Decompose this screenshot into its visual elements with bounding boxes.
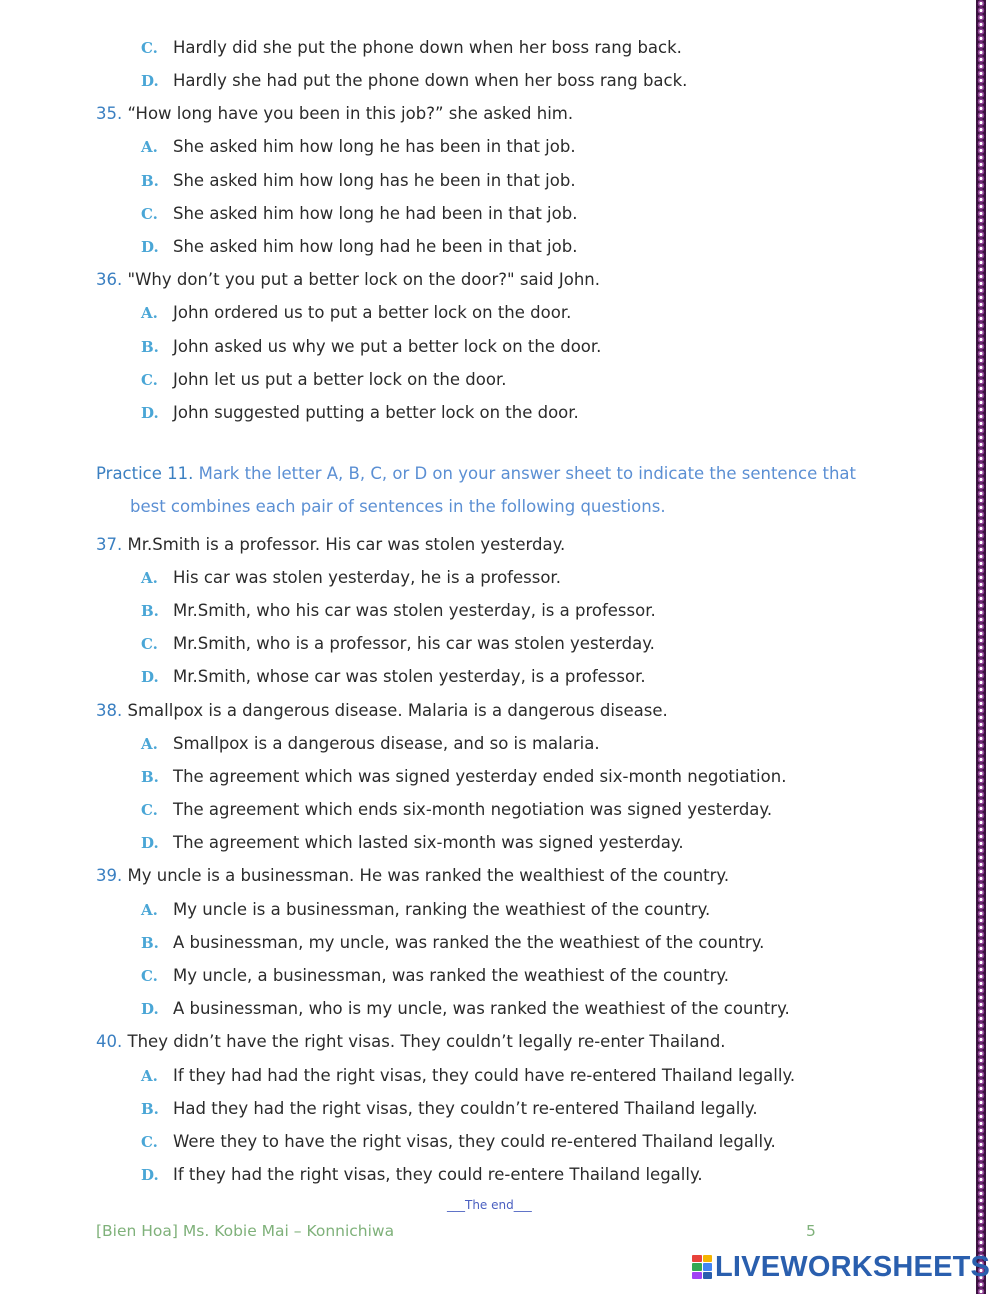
question-number: 40. — [96, 1032, 123, 1051]
question-39 — [96, 865, 729, 887]
footer-author: [Bien Hoa] Ms. Kobie Mai – Konnichiwa — [96, 1222, 395, 1240]
option-q35-d[interactable]: D. She asked him how long had he been in that job. — [141, 237, 578, 256]
question-number: 39. — [96, 866, 123, 885]
option-q34-c[interactable]: C. Hardly did she put the phone down when her boss rang back. — [141, 38, 682, 57]
option-q39-b[interactable]: B. A businessman, my uncle, was ranked the the weathiest of the country. — [141, 933, 765, 952]
option-q39-d[interactable]: D. A businessman, who is my uncle, was ranked the weathiest of the country. — [141, 999, 790, 1018]
question-number: 38. — [96, 701, 123, 720]
the-end-marker: ___The end___ — [447, 1198, 532, 1212]
page-number: 5 — [806, 1222, 816, 1240]
question-36 — [96, 269, 600, 291]
option-q40-c[interactable]: C. Were they to have the right visas, they could re-entered Thailand legally. — [141, 1132, 776, 1151]
question-37 — [96, 534, 565, 556]
question-stem: They didn’t have the right visas. They couldn’t legally re-enter Thailand. — [127, 1032, 726, 1051]
option-q37-b[interactable]: B. Mr.Smith, who his car was stolen yesterday, is a professor. — [141, 601, 656, 620]
option-q39-a[interactable]: A. My uncle is a businessman, ranking the weathiest of the country. — [141, 900, 711, 919]
question-40 — [96, 1031, 726, 1053]
question-stem: Smallpox is a dangerous disease. Malaria is a dangerous disease. — [127, 701, 668, 720]
option-q39-c[interactable]: C. My uncle, a businessman, was ranked the weathiest of the country. — [141, 966, 730, 985]
question-number: 37. — [96, 535, 123, 554]
option-q40-d[interactable]: D. If they had the right visas, they could re-entere Thailand legally. — [141, 1165, 703, 1184]
option-q36-b[interactable]: B. John asked us why we put a better lock on the door. — [141, 337, 602, 356]
option-q37-c[interactable]: C. Mr.Smith, who is a professor, his car was stolen yesterday. — [141, 634, 655, 653]
option-q35-c[interactable]: C. She asked him how long he had been in that job. — [141, 204, 578, 223]
practice-instruction-line2: best combines each pair of sentences in the following questions. — [130, 497, 666, 516]
option-q40-b[interactable]: B. Had they had the right visas, they couldn’t re-entered Thailand legally. — [141, 1099, 758, 1118]
liveworksheets-brand[interactable] — [692, 1252, 990, 1282]
option-q38-d[interactable]: D. The agreement which lasted six-month was signed yesterday. — [141, 833, 684, 852]
question-number: 35. — [96, 104, 123, 123]
practice-label: Practice 11. — [96, 464, 194, 483]
practice-instruction — [96, 457, 876, 523]
option-q38-b[interactable]: B. The agreement which was signed yesterday ended six-month negotiation. — [141, 767, 787, 786]
option-q38-a[interactable]: A. Smallpox is a dangerous disease, and so is malaria. — [141, 734, 600, 753]
liveworksheets-logo-icon — [692, 1255, 712, 1279]
brand-name: LIVEWORKSHEETS — [715, 1250, 991, 1283]
option-q37-a[interactable]: A. His car was stolen yesterday, he is a professor. — [141, 568, 561, 587]
option-q35-b[interactable]: B. She asked him how long has he been in that job. — [141, 171, 576, 190]
question-number: 36. — [96, 270, 123, 289]
option-q34-d[interactable]: D. Hardly she had put the phone down when her boss rang back. — [141, 71, 688, 90]
option-q38-c[interactable]: C. The agreement which ends six-month negotiation was signed yesterday. — [141, 800, 773, 819]
question-stem: "Why don’t you put a better lock on the door?" said John. — [127, 270, 601, 289]
practice-instruction-line1: Mark the letter A, B, C, or D on your answer sheet to indicate the sentence that — [198, 464, 857, 483]
question-35 — [96, 103, 573, 125]
question-stem: “How long have you been in this job?” she asked him. — [127, 104, 574, 123]
question-38 — [96, 700, 668, 722]
option-q36-a[interactable]: A. John ordered us to put a better lock on the door. — [141, 303, 572, 322]
decorative-border — [976, 0, 986, 1294]
option-q37-d[interactable]: D. Mr.Smith, whose car was stolen yesterday, is a professor. — [141, 667, 646, 686]
question-stem: My uncle is a businessman. He was ranked the wealthiest of the country. — [127, 866, 730, 885]
option-q36-c[interactable]: C. John let us put a better lock on the door. — [141, 370, 507, 389]
option-q36-d[interactable]: D. John suggested putting a better lock on the door. — [141, 403, 579, 422]
option-q40-a[interactable]: A. If they had had the right visas, they could have re-entered Thailand legally. — [141, 1066, 796, 1085]
question-stem: Mr.Smith is a professor. His car was stolen yesterday. — [127, 535, 566, 554]
option-q35-a[interactable]: A. She asked him how long he has been in that job. — [141, 137, 576, 156]
